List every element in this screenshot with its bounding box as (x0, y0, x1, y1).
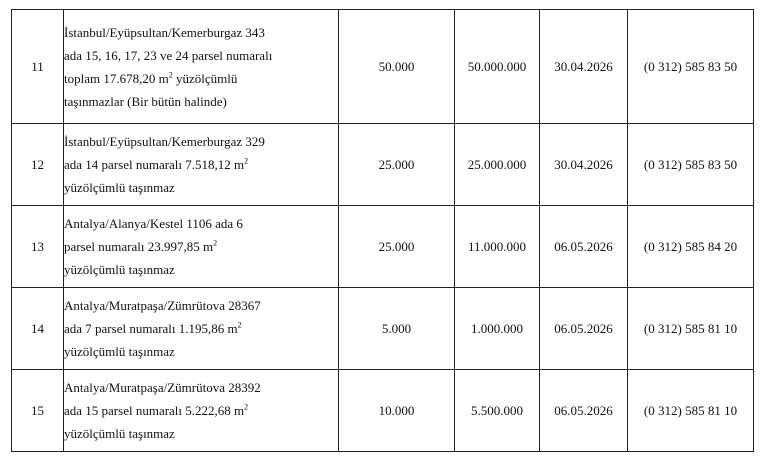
row-number: 12 (12, 124, 64, 206)
contact-phone: (0 312) 585 83 50 (628, 10, 754, 124)
property-description (64, 288, 339, 370)
table-row (12, 370, 754, 452)
guarantee-amount: 5.000 (339, 288, 455, 370)
property-description (64, 206, 339, 288)
property-description (64, 124, 339, 206)
description-line: Antalya/Alanya/Kestel 1106 ada 6 (64, 216, 243, 231)
contact-phone: (0 312) 585 84 20 (628, 206, 754, 288)
row-number: 14 (12, 288, 64, 370)
guarantee-amount: 50.000 (339, 10, 455, 124)
row-number: 13 (12, 206, 64, 288)
auction-date: 06.05.2026 (540, 370, 628, 452)
estimated-price: 25.000.000 (455, 124, 540, 206)
description-line: yüzölçümlü taşınmaz (64, 426, 175, 441)
table-row (12, 124, 754, 206)
row-number: 15 (12, 370, 64, 452)
superscript: 2 (237, 320, 242, 330)
auction-date: 06.05.2026 (540, 288, 628, 370)
description-line: ada 15 parsel numaralı 5.222,68 $m^2$ (64, 402, 249, 418)
description-line: ada 15, 16, 17, 23 ve 24 parsel numaralı (64, 47, 273, 63)
description-line: taşınmazlar (Bir bütün halinde) (64, 93, 227, 109)
table-row (12, 10, 754, 124)
estimated-price: 5.500.000 (455, 370, 540, 452)
row-number: 11 (12, 10, 64, 124)
table-row (12, 206, 754, 288)
contact-phone: (0 312) 585 83 50 (628, 124, 754, 206)
description-line: yüzölçümlü taşınmaz (64, 262, 175, 277)
superscript: 2 (213, 238, 218, 248)
guarantee-amount: 10.000 (339, 370, 455, 452)
property-auction-table (11, 9, 754, 452)
contact-phone: (0 312) 585 81 10 (628, 288, 754, 370)
description-line: Antalya/Muratpaşa/Zümrütova 28367 (64, 298, 261, 313)
auction-date: 06.05.2026 (540, 206, 628, 288)
description-line: ada 14 parsel numaralı 7.518,12 $m^2$ (64, 156, 249, 172)
superscript: 2 (244, 402, 249, 412)
description-line: toplam 17.678,20 $m^2$ yüzölçümlü (64, 70, 238, 86)
estimated-price: 50.000.000 (455, 10, 540, 124)
superscript: 2 (244, 156, 249, 166)
description-line: yüzölçümlü taşınmaz (64, 180, 175, 195)
superscript: 2 (168, 70, 173, 80)
guarantee-amount: 25.000 (339, 124, 455, 206)
description-line: parsel numaralı 23.997,85 $m^2$ (64, 238, 218, 254)
estimated-price: 1.000.000 (455, 288, 540, 370)
description-line: İstanbul/Eyüpsultan/Kemerburgaz 329 (64, 134, 265, 149)
contact-phone: (0 312) 585 81 10 (628, 370, 754, 452)
estimated-price: 11.000.000 (455, 206, 540, 288)
description-line: Antalya/Muratpaşa/Zümrütova 28392 (64, 380, 261, 395)
guarantee-amount: 25.000 (339, 206, 455, 288)
table-row (12, 288, 754, 370)
description-line: İstanbul/Eyüpsultan/Kemerburgaz 343 (64, 24, 265, 40)
property-description (64, 370, 339, 452)
auction-date: 30.04.2026 (540, 124, 628, 206)
description-line: ada 7 parsel numaralı 1.195,86 $m^2$ (64, 320, 242, 336)
description-line: yüzölçümlü taşınmaz (64, 344, 175, 359)
property-description (64, 10, 339, 124)
auction-date: 30.04.2026 (540, 10, 628, 124)
